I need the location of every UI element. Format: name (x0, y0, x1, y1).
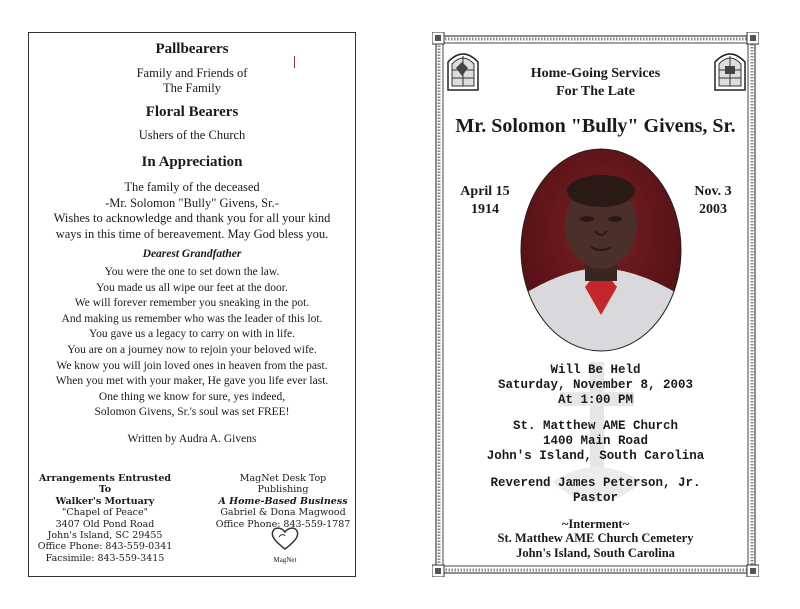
death-date-year: 2003 (699, 202, 727, 217)
birth-date (450, 183, 520, 219)
death-date (678, 183, 748, 219)
mortuary-phone: Office Phone: 843-559-0341 (37, 541, 173, 553)
pallbearers-heading: Pallbearers (155, 41, 229, 57)
mortuary-fax: Facsimile: 843-559-3415 (45, 552, 165, 564)
interment-heading: ~Interment~ (561, 517, 630, 531)
poem-line: And making us remember who was the leader of this lot. (61, 312, 323, 325)
poem-line: You gave us a legacy to carry on with in life. (88, 328, 296, 341)
appreciation-line2: -Mr. Solomon "Bully" Givens, Sr.- (105, 196, 279, 210)
birth-date-day: April 15 (460, 184, 510, 199)
mortuary-name: Walker's Mortuary (55, 495, 155, 507)
magnet-logo-text: MagNet (273, 556, 297, 564)
mortuary-slogan: "Chapel of Peace" (61, 507, 148, 519)
mortuary-credit (35, 473, 175, 564)
poem-line: One thing we know for sure, yes indeed, (98, 390, 286, 403)
poem-author: Written by Audra A. Givens (127, 433, 257, 445)
appreciation-line1: The family of the deceased (124, 180, 260, 194)
publisher-owners: Gabriel & Dona Magwood (220, 507, 346, 519)
poem-title: Dearest Grandfather (142, 248, 242, 260)
right-panel (432, 32, 759, 577)
poem-line: You are on a journey now to rejoin your beloved wife. (67, 344, 317, 356)
poem-line: We will forever remember you sneaking in the pot. (74, 297, 310, 310)
pastor-title: Pastor (572, 491, 618, 505)
floral-bearers-line1: Ushers of the Church (138, 128, 246, 142)
service-date: Saturday, November 8, 2003 (497, 378, 694, 392)
cemetery-city: John's Island, South Carolina (516, 546, 675, 560)
publisher-tagline: A Home-Based Business (218, 495, 348, 507)
birth-date-year: 1914 (471, 202, 499, 217)
church-name: St. Matthew AME Church (512, 419, 679, 433)
magnet-logo (267, 525, 303, 564)
poem-line: When you met with your maker, He gave you life ever last. (55, 375, 329, 388)
service-title-line2: For The Late (556, 84, 635, 99)
left-panel (28, 32, 356, 577)
publisher-phone: Office Phone: 843-559-1787 (215, 518, 351, 530)
appreciation-heading: In Appreciation (141, 154, 243, 170)
floral-bearers-heading: Floral Bearers (145, 104, 239, 120)
publisher-name: MagNet Desk Top Publishing (239, 473, 327, 496)
mortuary-city: John's Island, SC 29455 (47, 530, 163, 542)
cemetery-name: St. Matthew AME Church Cemetery (497, 531, 694, 545)
poem-line: Solomon Givens, Sr.'s soul was set FREE! (94, 406, 290, 419)
church-address: 1400 Main Road (542, 434, 649, 448)
appreciation-line3: Wishes to acknowledge and thank you for all your kind (53, 211, 331, 225)
deceased-name: Mr. Solomon "Bully" Givens, Sr. (455, 115, 736, 137)
pallbearers-line2: The Family (163, 81, 221, 95)
service-time: At 1:00 PM (557, 393, 633, 407)
scan-mark (294, 56, 295, 68)
death-date-day: Nov. 3 (694, 184, 732, 199)
poem-line: We know you will join loved ones in heaven from the past. (56, 359, 328, 372)
mortuary-address: 3407 Old Pond Road (55, 518, 155, 530)
heart-icon (267, 525, 303, 551)
poem-line: You made us all wipe our feet at the door. (96, 281, 288, 294)
appreciation-line4: ways in this time of bereavement. May God bless you. (55, 227, 329, 241)
church-city: John's Island, South Carolina (486, 449, 705, 463)
pastor-name: Reverend James Peterson, Jr. (490, 476, 701, 490)
service-title-line1: Home-Going Services (530, 66, 661, 81)
publisher-credit (213, 473, 353, 530)
mortuary-line1: Arrangements Entrusted To (38, 473, 172, 496)
poem-line: You were the one to set down the law. (104, 266, 280, 278)
portrait-photo (519, 147, 683, 353)
pallbearers-line1: Family and Friends of (136, 66, 248, 80)
held-line: Will Be Held (550, 363, 641, 377)
